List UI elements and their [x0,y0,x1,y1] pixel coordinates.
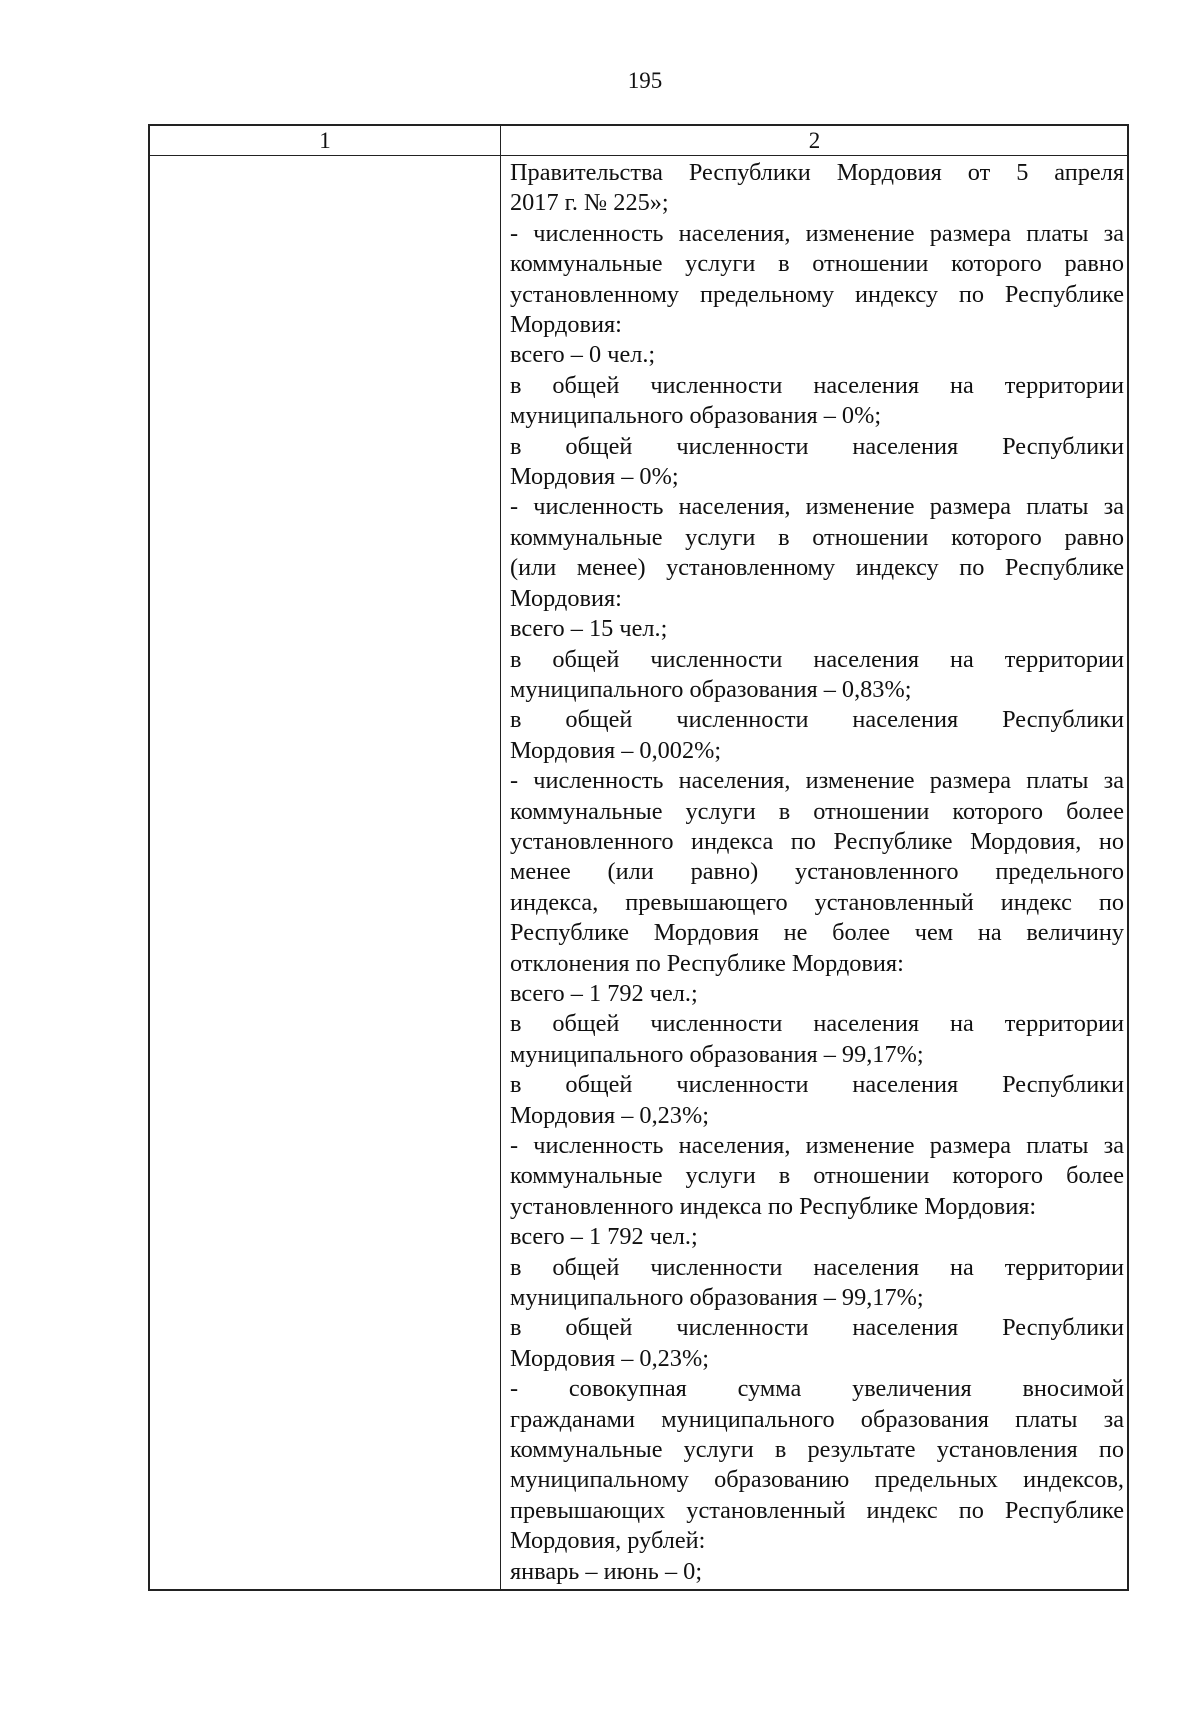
text-line: 2017 г. № 225»; [510,189,669,217]
text-line: Мордовия – 0%; [510,463,679,491]
text-line: в общей численности населения Республики [510,1314,1124,1342]
text-line: муниципальному образованию предельных индексов, [510,1466,1124,1494]
text-line: отклонения по Республике Мордовия: [510,949,904,977]
text-line: Мордовия – 0,002%; [510,736,722,764]
text-line: Мордовия – 0,23%; [510,1101,709,1129]
text-line: муниципального образования – 99,17%; [510,1040,924,1068]
text-line: всего – 0 чел.; [510,341,656,369]
table-header-row [150,126,1127,156]
text-line: Мордовия – 0,23%; [510,1344,709,1372]
text-line: Мордовия, рублей: [510,1527,706,1555]
text-line: коммунальные услуги в результате установления по [510,1436,1124,1464]
document-table [148,124,1129,1591]
text-line: коммунальные услуги в отношении которого более [510,797,1124,825]
text-line: (или менее) установленному индексу по Республике [510,554,1124,582]
column-2-content [510,158,1124,1587]
text-line: гражданами муниципального образования платы за [510,1405,1124,1433]
column-1-header: 1 [319,128,331,153]
text-line: в общей численности населения на территории [510,645,1124,673]
text-line: в общей численности населения на территории [510,1010,1124,1038]
text-line: всего – 1 792 чел.; [510,1223,698,1251]
text-line: установленного индекса по Республике Мордовия, но [510,827,1124,855]
text-line: в общей численности населения на территории [510,371,1124,399]
text-line: менее (или равно) установленного предельного [510,858,1124,886]
column-2-header: 2 [808,128,821,153]
text-line: в общей численности населения на территории [510,1253,1124,1281]
text-line: Правительства Республики Мордовия от 5 апреля [510,159,1124,186]
text-line: - численность населения, изменение размера платы за [510,493,1124,521]
text-line: превышающих установленный индекс по Республике [510,1496,1124,1524]
text-line: установленного индекса по Республике Мордовия: [510,1192,1037,1220]
text-line: - численность населения, изменение размера платы за [510,1132,1124,1159]
text-line: муниципального образования – 99,17%; [510,1284,924,1312]
text-line: Республике Мордовия не более чем на величину [510,919,1124,947]
text-line: - численность населения, изменение размера платы за [510,219,1124,247]
text-line: коммунальные услуги в отношении которого более [510,1162,1124,1190]
text-line: в общей численности населения Республики [510,432,1124,460]
text-line: в общей численности населения Республики [510,706,1124,734]
text-line: всего – 1 792 чел.; [510,979,698,1007]
text-line: муниципального образования – 0%; [510,402,882,430]
column-divider [500,126,501,1589]
text-line: - совокупная сумма увеличения вносимой [510,1375,1124,1403]
page-number: 195 [627,68,663,93]
text-line: Мордовия: [510,311,622,339]
text-line: установленному предельному индексу по Республике [510,280,1124,308]
text-line: муниципального образования – 0,83%; [510,675,912,703]
text-line: всего – 15 чел.; [510,615,668,643]
text-line: январь – июнь – 0; [510,1557,703,1585]
text-line: коммунальные услуги в отношении которого равно [510,250,1124,278]
text-line: коммунальные услуги в отношении которого равно [510,523,1124,551]
text-line: - численность населения, изменение размера платы за [510,767,1124,795]
text-line: Мордовия: [510,584,622,612]
text-line: в общей численности населения Республики [510,1071,1124,1099]
text-line: индекса, превышающего установленный индекс по [510,888,1124,916]
